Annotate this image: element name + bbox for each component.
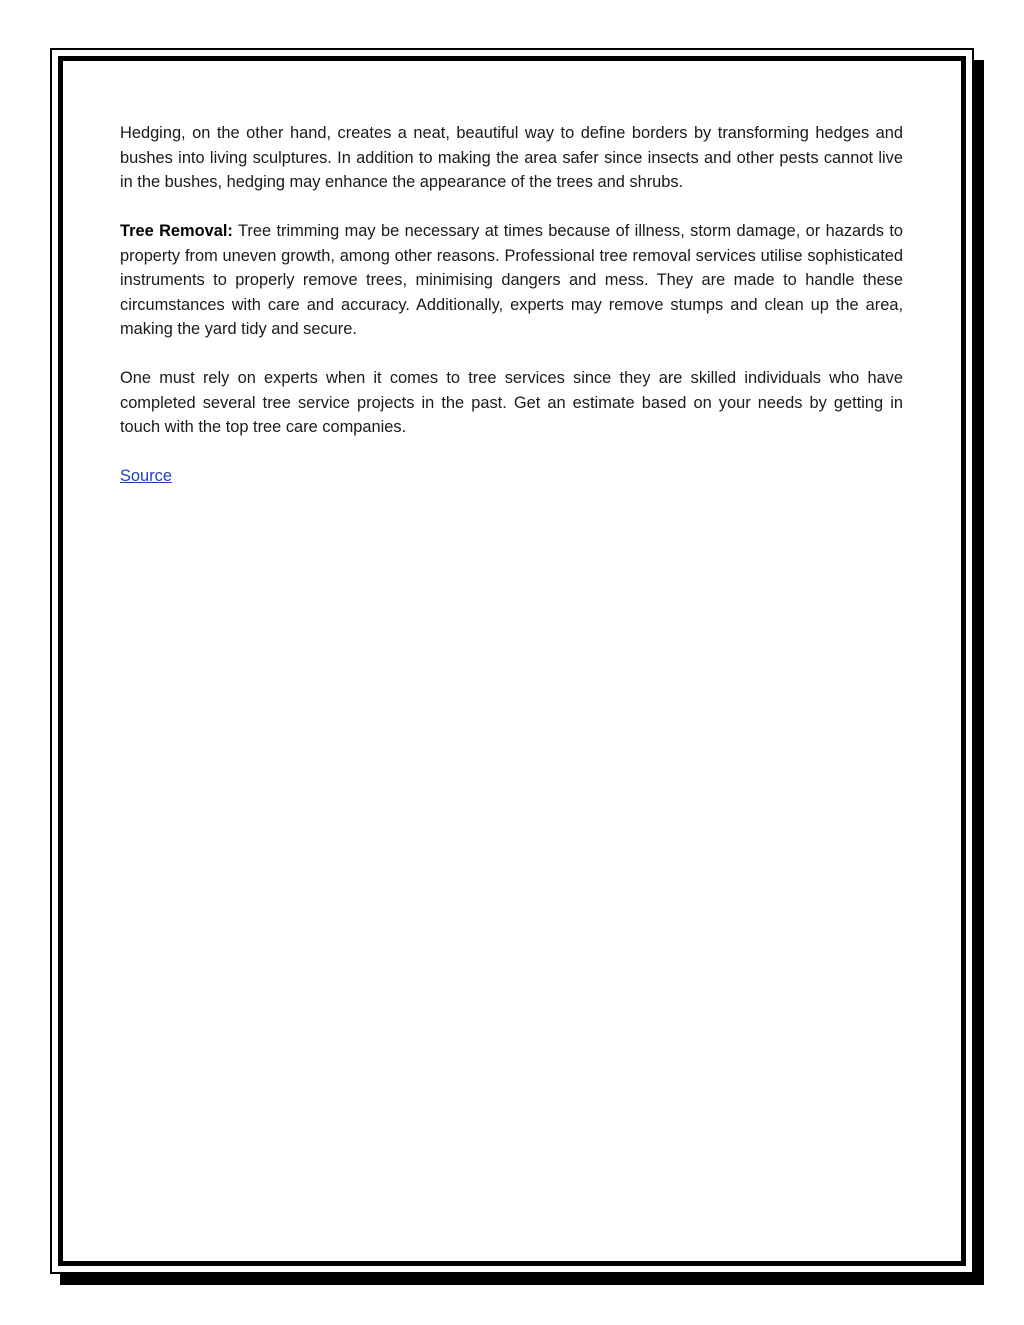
tree-removal-heading: Tree Removal: — [120, 222, 233, 240]
paragraph-hedging: Hedging, on the other hand, creates a neat, beautiful way to define borders by transforming hedges and bushes into living sculptures. In addition to making the area safer since insects and other pests cannot live in the bushes, hedging may enhance the appearance of the trees and shrubs. — [120, 124, 903, 191]
source-link[interactable]: Source — [120, 467, 172, 485]
page-frame-shadow-bottom — [60, 1274, 984, 1285]
document-body — [120, 121, 903, 513]
page-frame-shadow-right — [974, 60, 984, 1285]
paragraph-experts: One must rely on experts when it comes to tree services since they are skilled individuals who have completed several tree service projects in the past. Get an estimate based on your needs by getting in touch with the top tree care companies. — [120, 369, 903, 436]
tree-removal-body: Tree trimming may be necessary at times because of illness, storm damage, or hazards to property from uneven growth, among other reasons. Professional tree removal services utilise sophisticated instruments to properly remove trees, minimising dangers and mess. They are made to handle these circumstances with care and accuracy. Additionally, experts may remove stumps and clean up the area, making the yard tidy and secure. — [120, 222, 903, 338]
source-line — [120, 464, 903, 489]
paragraph-tree-removal — [120, 219, 903, 342]
